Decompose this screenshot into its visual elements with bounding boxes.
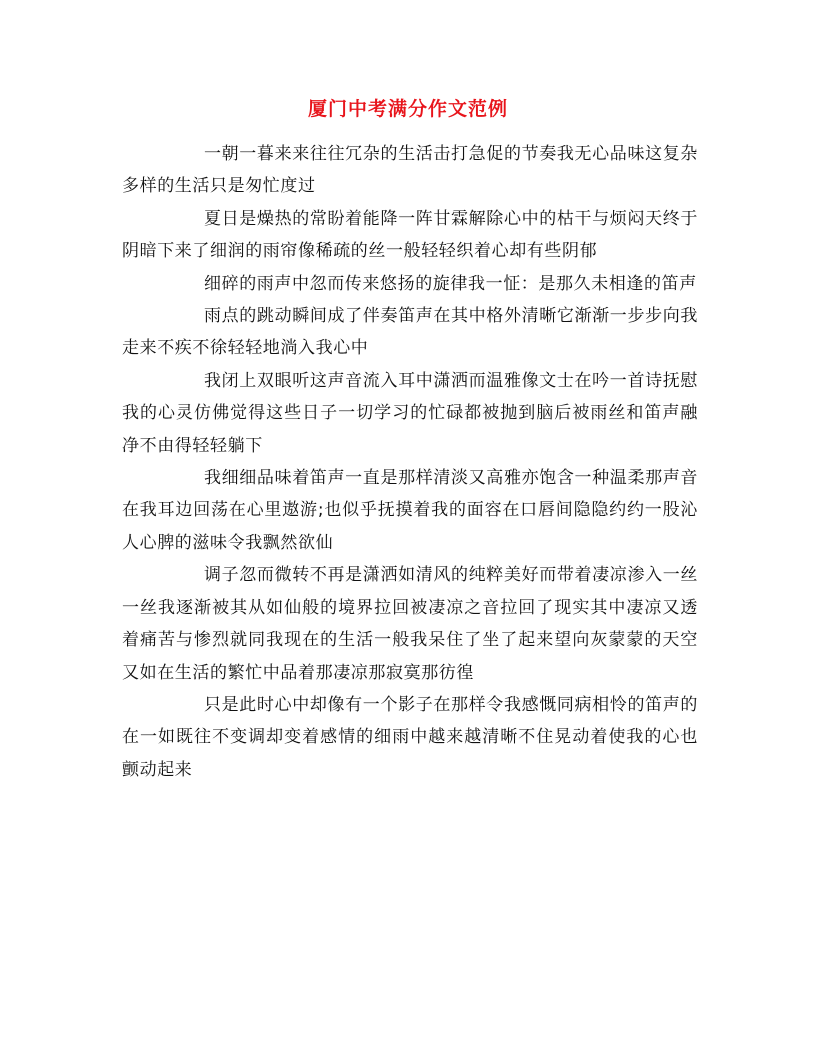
paragraph: 调子忽而微转不再是潇洒如清风的纯粹美好而带着凄凉渗入一丝一丝我逐渐被其从如仙般的境界拉回被凄凉之音拉回了现实其中凄凉又透着痛苦与惨烈就同我现在的生活一般我呆住了坐了起来望向灰蒙蒙的天空又如在生活的繁忙中品着那凄凉那寂寞那彷徨 — [122, 565, 698, 683]
paragraph: 夏日是燥热的常盼着能降一阵甘霖解除心中的枯干与烦闷天终于阴暗下来了细润的雨帘像稀疏的丝一般轻轻织着心却有些阴郁 — [122, 208, 698, 262]
paragraph: 只是此时心中却像有一个影子在那样令我感慨同病相怜的笛声的在一如既往不变调却变着感情的细雨中越来越清晰不住晃动着使我的心也颤动起来 — [122, 694, 698, 780]
paragraph: 一朝一暮来来往往冗杂的生活击打急促的节奏我无心品味这复杂多样的生活只是匆忙度过 — [122, 144, 698, 197]
paragraph: 细碎的雨声中忽而传来悠扬的旋律我一怔：是那久未相逢的笛声 — [204, 273, 697, 294]
document-title: 厦门中考满分作文范例 — [307, 98, 508, 120]
document-body — [122, 138, 698, 786]
paragraph: 雨点的跳动瞬间成了伴奏笛声在其中格外清晰它渐渐一步步向我走来不疾不徐轻轻地淌入我心中 — [122, 306, 698, 359]
paragraph: 我细细品味着笛声一直是那样清淡又高雅亦饱含一种温柔那声音在我耳边回荡在心里遨游;也似乎抚摸着我的面容在口唇间隐隐约约一股沁人心脾的滋味令我飘然欲仙 — [122, 468, 698, 553]
paragraph: 我闭上双眼听这声音流入耳中潇洒而温雅像文士在吟一首诗抚慰我的心灵仿佛觉得这些日子一切学习的忙碌都被抛到脑后被雨丝和笛声融净不由得轻轻躺下 — [122, 370, 698, 456]
